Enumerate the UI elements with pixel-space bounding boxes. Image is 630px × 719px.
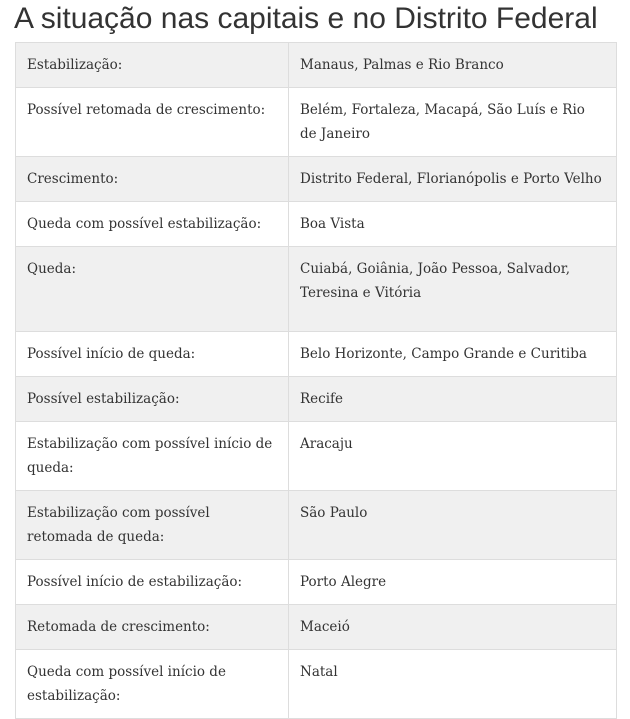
table-row — [16, 332, 617, 377]
status-cell: Queda com possível estabilização: — [16, 202, 289, 247]
page-title: A situação nas capitais e no Distrito Federal — [14, 2, 598, 35]
status-cell: Possível início de queda: — [16, 332, 289, 377]
status-cell: Queda com possível início de estabilização: — [16, 650, 289, 719]
cities-cell: Maceió — [289, 605, 617, 650]
table-row — [16, 43, 617, 88]
table-row — [16, 157, 617, 202]
status-cell: Estabilização com possível retomada de queda: — [16, 491, 289, 560]
status-cell: Crescimento: — [16, 157, 289, 202]
capitals-status-table — [15, 42, 617, 719]
table-row — [16, 605, 617, 650]
status-cell: Retomada de crescimento: — [16, 605, 289, 650]
table-row — [16, 202, 617, 247]
cities-cell: Belém, Fortaleza, Macapá, São Luís e Rio de Janeiro — [289, 88, 617, 157]
cities-cell: Distrito Federal, Florianópolis e Porto Velho — [289, 157, 617, 202]
status-cell: Possível retomada de crescimento: — [16, 88, 289, 157]
table-row — [16, 560, 617, 605]
status-cell: Estabilização com possível início de queda: — [16, 422, 289, 491]
table-row — [16, 491, 617, 560]
cities-cell: Natal — [289, 650, 617, 719]
table-row — [16, 377, 617, 422]
cities-cell: Boa Vista — [289, 202, 617, 247]
table-row — [16, 650, 617, 719]
table-row — [16, 422, 617, 491]
status-cell: Queda: — [16, 247, 289, 332]
cities-cell: Recife — [289, 377, 617, 422]
cities-cell: Cuiabá, Goiânia, João Pessoa, Salvador, Teresina e Vitória — [289, 247, 617, 332]
table-row — [16, 247, 617, 332]
status-cell: Possível início de estabilização: — [16, 560, 289, 605]
table-row — [16, 88, 617, 157]
cities-cell: Belo Horizonte, Campo Grande e Curitiba — [289, 332, 617, 377]
status-cell: Estabilização: — [16, 43, 289, 88]
cities-cell: Porto Alegre — [289, 560, 617, 605]
cities-cell: Aracaju — [289, 422, 617, 491]
cities-cell: São Paulo — [289, 491, 617, 560]
cities-cell: Manaus, Palmas e Rio Branco — [289, 43, 617, 88]
status-cell: Possível estabilização: — [16, 377, 289, 422]
